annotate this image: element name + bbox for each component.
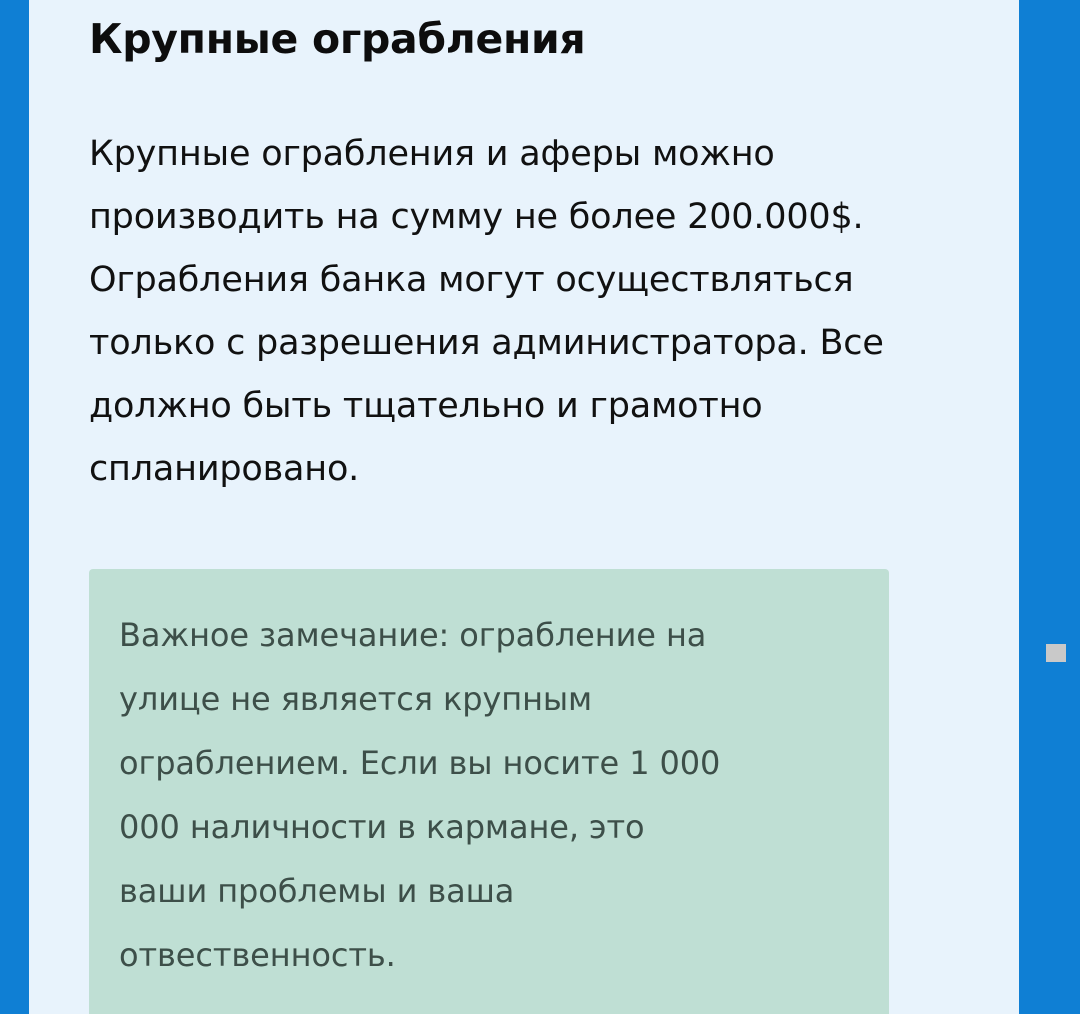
important-note-box [89,569,889,1014]
note-line-6: отвественность. [119,936,396,975]
body-paragraph: Крупные ограбления и аферы можно производить на сумму не более 200.000$. Ограбления банка могут осуществляться только с разрешения администратора. Все должно быть тщательно и грамотно спланировано. [89,134,884,490]
note-line-1: Важное замечание: ограбление на [119,616,707,655]
note-line-4: 000 наличности в кармане, это [119,808,645,847]
note-line-3: ограблением. Если вы носите 1 000 [119,744,721,783]
important-note-text [119,603,859,987]
note-line-5: ваши проблемы и ваша [119,872,515,911]
vertical-scrollbar-thumb[interactable] [1066,0,1080,1014]
vertical-scrollbar-track[interactable] [1066,0,1080,1014]
scrollbar-position-marker [1046,644,1066,662]
note-line-2: улице не является крупным [119,680,593,719]
page-title: Крупные ограбления [89,15,586,63]
content-card [29,0,1019,1014]
left-blue-rail [0,0,29,1014]
